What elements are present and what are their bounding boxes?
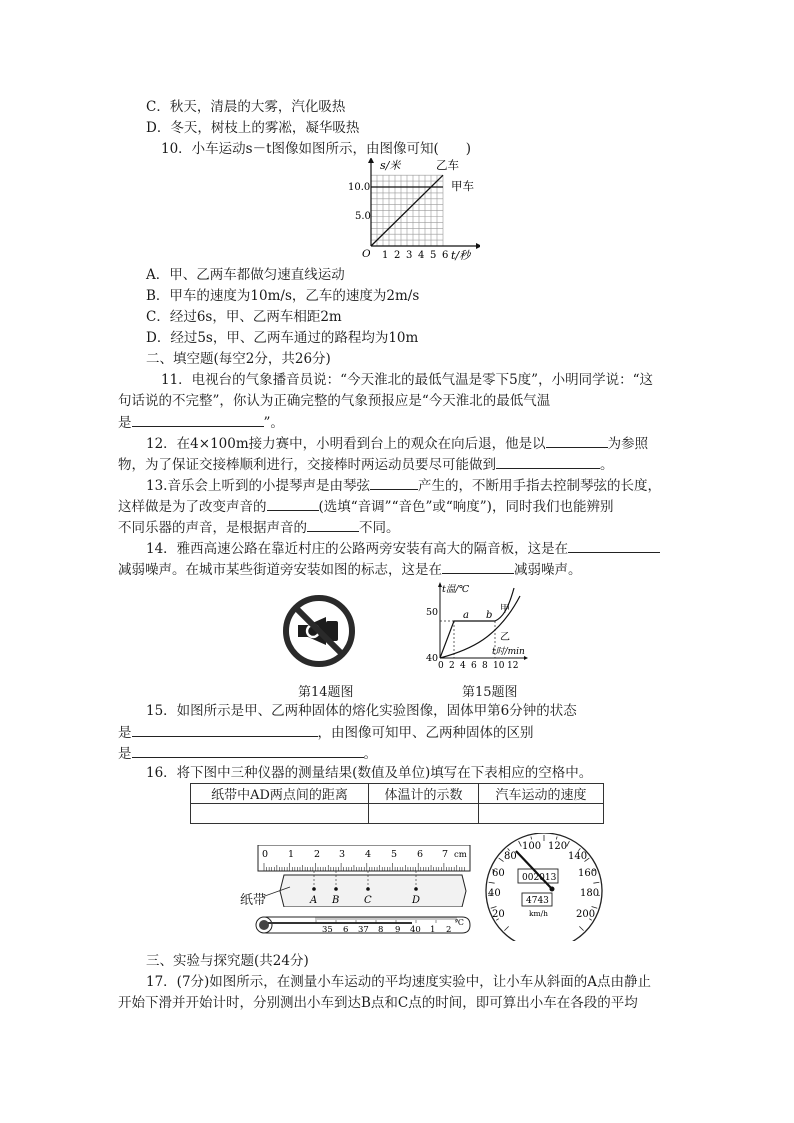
- speedo-num-60: 60: [492, 868, 505, 879]
- q17-line2: 开始下滑并开始计时，分别测出小车到达B点和C点的时间，即可算出小车在各段的平均: [118, 995, 638, 1011]
- melting-curve-graph: [420, 580, 532, 672]
- speedometer-gauge: [480, 833, 608, 941]
- speedo-num-100: 100: [522, 841, 542, 852]
- q14-line1: 14．雅西高速公路在靠近村庄的公路两旁安装有高大的隔音板，这是在: [146, 538, 660, 559]
- fig15-xtick-12: 12: [507, 661, 519, 671]
- fig15-ytick-40: 40: [426, 653, 439, 664]
- q10-xtick-3: 3: [406, 250, 413, 261]
- thermo-num-35: 35: [322, 925, 333, 935]
- q13-line1: 13.音乐会上听到的小提琴声是由琴弦 产生的，不断用手指去控制琴弦的长度，: [146, 475, 661, 496]
- ruler-num-5: 5: [391, 849, 398, 860]
- q9-option-c: C．秋天，清晨的大雾，汽化吸热: [146, 99, 346, 115]
- fig15-xtick-6: 6: [471, 661, 477, 671]
- q10-xtick-5: 5: [430, 250, 437, 261]
- fig15-xlabel: t时/min: [492, 647, 525, 657]
- ruler-num-7: 7: [442, 849, 449, 860]
- q10-ytick-5: 5.0: [355, 211, 371, 222]
- section3-heading: 三、实验与探究题(共24分): [146, 953, 309, 969]
- ruler-num-0: 0: [262, 849, 269, 860]
- q10-ylabel: s/米: [380, 159, 401, 172]
- section2-heading: 二、填空题(每空2分，共26分): [146, 351, 331, 367]
- ruler-unit: cm: [454, 850, 467, 860]
- thermo-num-41: 1: [430, 925, 436, 935]
- fig15-xtick-10: 10: [493, 661, 505, 671]
- fig15-ytick-50: 50: [426, 607, 439, 618]
- thermo-num-36: 6: [343, 925, 349, 935]
- q13-line2: 这样做是为了改变声音的 (选填“音调”“音色”或“响度”)，同时我们也能辨别: [118, 496, 613, 517]
- table-header-row: [191, 784, 604, 804]
- q11-answer-blank[interactable]: [132, 412, 264, 427]
- q13-line3: 不同乐器的声音，是根据声音的 不同。: [118, 517, 400, 538]
- q11-line2: 句话说的不完整”，你认为正确完整的气象预报应是“今天淮北的最低气温: [118, 393, 551, 409]
- speedo-num-180: 180: [580, 888, 600, 899]
- ruler-num-2: 2: [314, 849, 321, 860]
- fig15-caption: 第15题图: [462, 685, 518, 700]
- table-answer-row: [191, 804, 604, 824]
- table-cell-car-speed[interactable]: [479, 804, 604, 824]
- q12-line1: 12．在4×100m接力赛中，小明看到台上的观众在向后退，他是以 为参照: [146, 433, 648, 454]
- fig15-point-a: a: [463, 610, 469, 621]
- odometer-top: 002013: [522, 873, 557, 883]
- q10-st-graph: [330, 158, 480, 262]
- q11-line3: 是 ”。: [118, 412, 284, 433]
- q10-label-yi: 乙车: [436, 158, 459, 172]
- q10-xtick-6: 6: [442, 250, 449, 261]
- tape-pointer-line: [262, 885, 292, 899]
- fig15-label-jia: 甲: [500, 604, 510, 615]
- q10-option-a: A．甲、乙两车都做匀速直线运动: [146, 267, 345, 283]
- q10-xtick-4: 4: [418, 250, 425, 261]
- speedo-num-160: 160: [578, 868, 598, 879]
- q10-xtick-1: 1: [382, 250, 389, 261]
- tape-point-c: C: [364, 895, 372, 906]
- tape-label: 纸带: [240, 893, 267, 908]
- q10-xlabel: t/秒: [451, 249, 471, 262]
- q14-answer-blank-1[interactable]: [568, 538, 660, 553]
- q12-answer-blank-1[interactable]: [546, 433, 608, 448]
- q10-origin: O: [362, 248, 371, 260]
- tape-point-d: D: [412, 895, 421, 906]
- thermo-num-37: 37: [358, 925, 369, 935]
- q12-answer-blank-2[interactable]: [496, 454, 600, 469]
- tape-point-b: B: [332, 895, 340, 906]
- q9-option-d: D．冬天，树枝上的雾凇，凝华吸热: [146, 120, 360, 136]
- fig15-point-b: b: [486, 610, 493, 621]
- q15-answer-blank-2[interactable]: [132, 743, 364, 758]
- no-horn-sign-icon: [282, 594, 356, 668]
- speedo-num-40: 40: [488, 888, 501, 899]
- ruler-num-1: 1: [288, 849, 295, 860]
- q15-line3: 是 。: [118, 743, 377, 764]
- q10-option-c: C．经过6s，甲、乙两车相距2m: [146, 309, 342, 325]
- q10-label-jia: 甲车: [451, 179, 474, 193]
- fig15-xtick-0: 0: [438, 661, 444, 671]
- speedo-unit: km/h: [529, 909, 549, 918]
- fig15-xtick-8: 8: [482, 661, 488, 671]
- speedo-num-120: 120: [548, 841, 568, 852]
- table-cell-body-temp[interactable]: [369, 804, 479, 824]
- q14-answer-blank-2[interactable]: [442, 559, 514, 574]
- fig15-ylabel: t温/℃: [442, 584, 470, 595]
- thermo-num-42: 2: [446, 925, 452, 935]
- speedo-num-20: 20: [492, 909, 505, 920]
- fig15-label-yi: 乙: [500, 632, 510, 643]
- tape-point-a: A: [310, 895, 318, 906]
- ruler-num-3: 3: [339, 849, 346, 860]
- fig15-xtick-2: 2: [449, 661, 455, 671]
- fig15-xtick-4: 4: [460, 661, 466, 671]
- q15-line1: 15．如图所示是甲、乙两种固体的熔化实验图像，固体甲第6分钟的状态: [146, 703, 577, 719]
- q10-option-b: B．甲车的速度为10m/s，乙车的速度为2m/s: [146, 288, 420, 304]
- q16-answer-table: [190, 783, 604, 824]
- odometer-bottom: 4743: [526, 896, 549, 906]
- q10-stem: 10．小车运动s－t图像如图所示，由图像可知( ): [161, 141, 472, 157]
- q15-line2: 是 ，由图像可知甲、乙两种固体的区别: [118, 722, 534, 743]
- q17-line1: 17．(7分)如图所示，在测量小车运动的平均速度实验中，让小车从斜面的A点由静止: [146, 974, 652, 990]
- q14-line2: 减弱噪声。在城市某些街道旁安装如图的标志，这是在 减弱噪声。: [118, 559, 582, 580]
- thermo-num-38: 8: [378, 925, 384, 935]
- q13-answer-blank-1[interactable]: [370, 475, 418, 490]
- q15-answer-blank-1[interactable]: [132, 722, 318, 737]
- table-cell-ad-distance[interactable]: [191, 804, 369, 824]
- fig14-caption: 第14题图: [298, 685, 354, 700]
- table-header-car-speed: 汽车运动的速度: [479, 784, 604, 804]
- q16-stem: 16．将下图中三种仪器的测量结果(数值及单位)填写在下表相应的空格中。: [146, 765, 593, 781]
- q10-xtick-2: 2: [394, 250, 401, 261]
- thermo-num-39: 9: [395, 925, 401, 935]
- speedo-num-200: 200: [576, 909, 596, 920]
- ruler-num-6: 6: [417, 849, 424, 860]
- q10-option-d: D．经过5s，甲、乙两车通过的路程均为10m: [146, 330, 419, 346]
- q11-line1: 11．电视台的气象播音员说：“今天淮北的最低气温是零下5度”，小明同学说：“这: [161, 372, 653, 388]
- speedo-num-140: 140: [568, 851, 588, 862]
- q13-answer-blank-3[interactable]: [307, 517, 359, 532]
- table-header-body-temp: 体温计的示数: [369, 784, 479, 804]
- thermo-unit: ℃: [455, 918, 464, 927]
- ruler-num-4: 4: [365, 849, 372, 860]
- clinical-thermometer: [252, 913, 474, 939]
- table-header-ad-distance: 纸带中AD两点间的距离: [191, 784, 369, 804]
- thermo-num-40: 40: [410, 925, 421, 935]
- q13-answer-blank-2[interactable]: [267, 496, 319, 511]
- q10-ytick-10: 10.0: [348, 182, 371, 193]
- speedo-num-80: 80: [504, 851, 517, 862]
- q12-line2: 物，为了保证交接棒顺利进行，交接棒时两运动员要尽可能做到 。: [118, 454, 614, 475]
